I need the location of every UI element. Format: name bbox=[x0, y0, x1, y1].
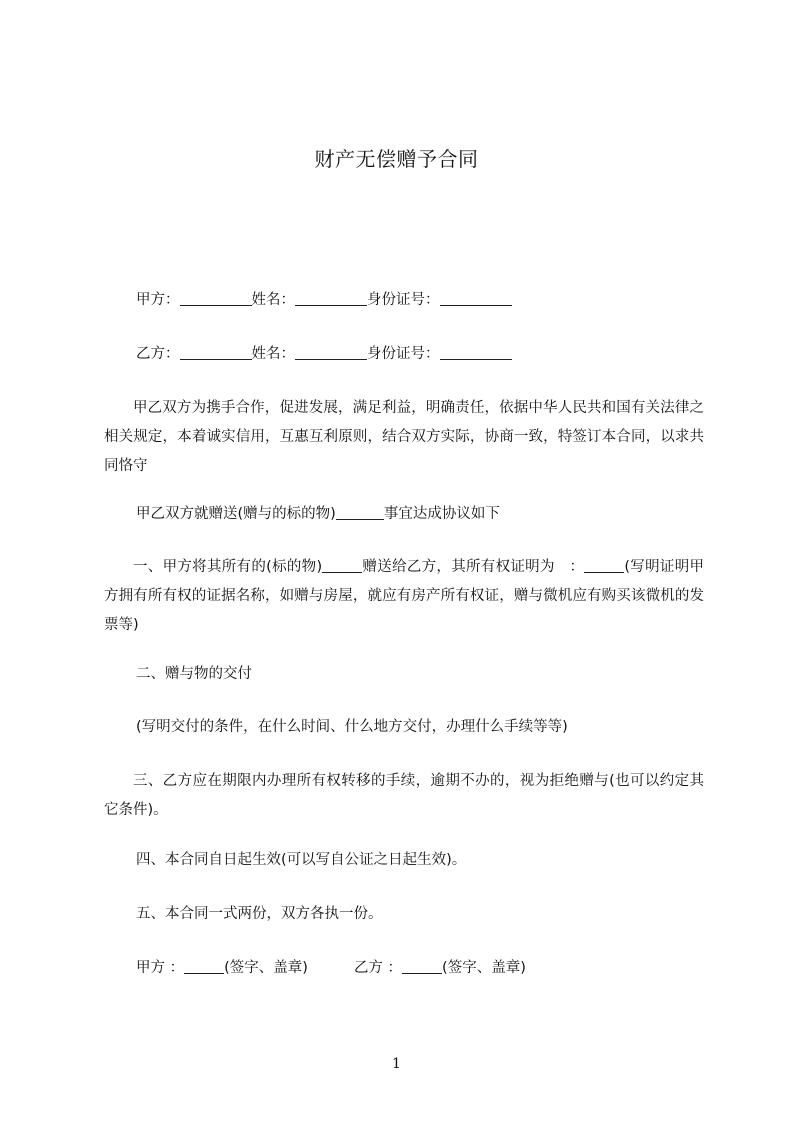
party-b-label: 乙方： bbox=[136, 346, 180, 362]
signature-party-a-blank bbox=[184, 958, 224, 974]
signature-party-b-blank bbox=[402, 958, 442, 974]
party-a-label: 甲方： bbox=[136, 292, 180, 308]
preamble-paragraph: 甲乙双方为携手合作，促进发展，满足利益，明确责任，依据中华人民共和国有关法律之相关规定，本着诚实信用，互惠互利原则，结合双方实际，协商一致，特签订本合同，以求共同恪守 bbox=[104, 400, 704, 474]
party-a-id-blank bbox=[440, 290, 512, 306]
party-a-name-label: 姓名： bbox=[251, 292, 295, 308]
clause-5: 五、本合同一式两份，双方各执一份。 bbox=[136, 906, 383, 922]
party-b-name-blank bbox=[295, 344, 367, 360]
party-b-line bbox=[136, 340, 512, 369]
signature-line bbox=[136, 954, 526, 983]
clause-1-part-2: 赠送给乙方，其所有权证明为 ： bbox=[362, 559, 585, 575]
agreement-intro-text: 甲乙双方就赠送(赠与的标的物) bbox=[136, 506, 336, 522]
party-a-id-label: 身份证号： bbox=[367, 292, 440, 308]
signature-party-a-label: 甲方 ： bbox=[136, 960, 185, 976]
party-b-name-label: 姓名： bbox=[251, 346, 295, 362]
clause-3-paragraph: 三、乙方应在期限内办理所有权转移的手续，逾期不办的，视为拒绝赠与(也可以约定其它条件)。 bbox=[104, 773, 704, 818]
party-b-id-label: 身份证号： bbox=[367, 346, 440, 362]
clause-1-object-blank bbox=[322, 557, 362, 573]
signature-party-b-note: (签字、盖章) bbox=[442, 960, 526, 976]
party-b-id-blank bbox=[440, 344, 512, 360]
party-a-line bbox=[136, 286, 512, 315]
signature-party-a-note: (签字、盖章) bbox=[224, 960, 308, 976]
agreement-intro-text-end: 事宜达成协议如下 bbox=[383, 506, 500, 522]
clause-2-note: (写明交付的条件，在什么时间、什么地方交付，办理什么手续等等) bbox=[136, 719, 568, 735]
party-a-name-blank bbox=[295, 290, 367, 306]
signature-party-b-label: 乙方 ： bbox=[353, 960, 403, 976]
clause-1-part-3: (写明证明甲方拥有所有权的证据名称，如赠与房屋，就应有房产所有权证，赠与微机应有购买该微机的发票等) bbox=[104, 559, 704, 633]
document-title: 财产无偿赠予合同 bbox=[314, 147, 479, 171]
party-a-blank bbox=[180, 290, 252, 306]
clause-2-heading: 二、赠与物的交付 bbox=[136, 666, 252, 682]
clause-1-paragraph bbox=[104, 553, 704, 640]
clause-1-part-1: 一、甲方将其所有的(标的物) bbox=[133, 559, 323, 575]
page-number: 1 bbox=[392, 1056, 401, 1072]
clause-1-proof-blank bbox=[584, 557, 624, 573]
clause-4: 四、本合同自日起生效(可以写自公证之日起生效)。 bbox=[136, 852, 467, 868]
agreement-intro bbox=[136, 500, 500, 529]
party-b-blank bbox=[180, 344, 252, 360]
gift-object-blank bbox=[336, 504, 384, 520]
